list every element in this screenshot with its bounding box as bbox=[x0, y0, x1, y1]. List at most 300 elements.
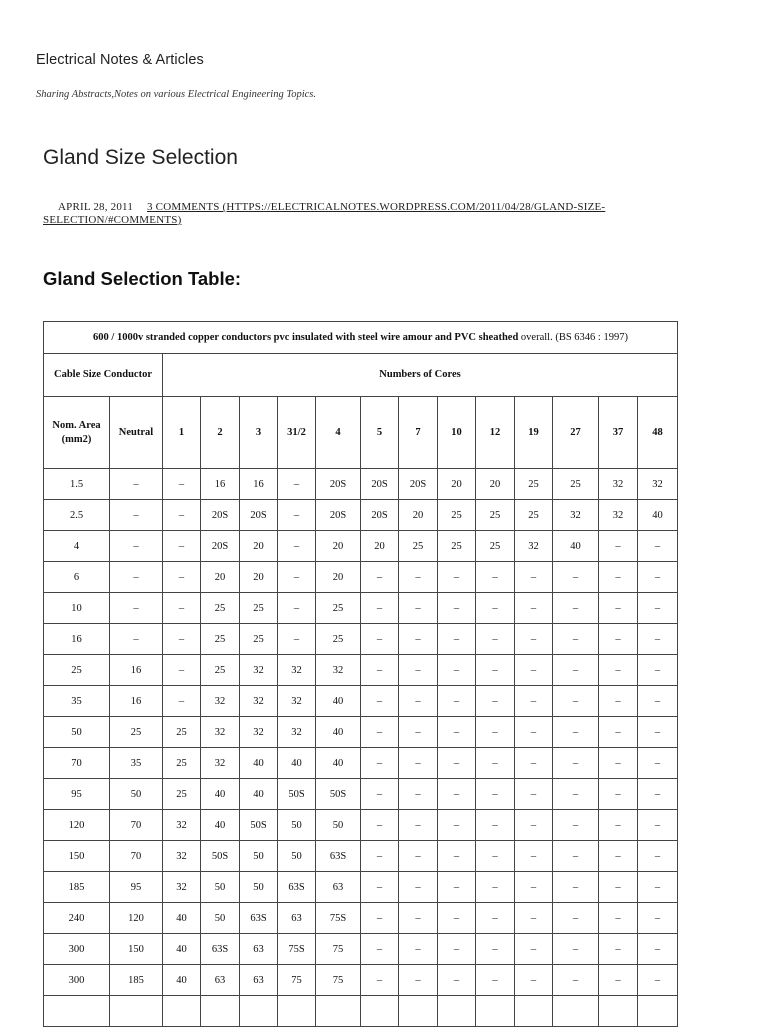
table-caption bbox=[44, 322, 678, 354]
table-cell: – bbox=[278, 562, 316, 593]
table-cell: – bbox=[361, 903, 399, 934]
column-header: 5 bbox=[361, 397, 399, 469]
table-row bbox=[44, 748, 678, 779]
table-cell: 25 bbox=[240, 593, 278, 624]
table-cell: – bbox=[399, 655, 438, 686]
table-cell: 32 bbox=[201, 717, 240, 748]
table-cell: 50 bbox=[110, 779, 163, 810]
table-header-row-1 bbox=[44, 354, 678, 397]
table-cell bbox=[361, 996, 399, 1027]
table-cell: – bbox=[599, 686, 638, 717]
table-cell: – bbox=[361, 779, 399, 810]
table-cell: – bbox=[163, 469, 201, 500]
table-cell: – bbox=[638, 531, 678, 562]
site-tagline: Sharing Abstracts,Notes on various Electrical Engineering Topics. bbox=[36, 89, 316, 100]
table-cell: 25 bbox=[476, 500, 515, 531]
table-cell: – bbox=[553, 562, 599, 593]
table-cell: – bbox=[438, 748, 476, 779]
gland-selection-table bbox=[43, 321, 678, 1027]
table-cell: – bbox=[438, 965, 476, 996]
table-row bbox=[44, 965, 678, 996]
table-cell: 50 bbox=[278, 810, 316, 841]
table-cell: 25 bbox=[201, 624, 240, 655]
table-row bbox=[44, 996, 678, 1027]
table-row bbox=[44, 717, 678, 748]
table-cell: – bbox=[438, 655, 476, 686]
table-cell: 20S bbox=[316, 500, 361, 531]
site-title[interactable]: Electrical Notes & Articles bbox=[36, 52, 204, 68]
table-cell: 70 bbox=[44, 748, 110, 779]
table-cell bbox=[438, 996, 476, 1027]
table-cell: 32 bbox=[240, 717, 278, 748]
table-cell: – bbox=[638, 686, 678, 717]
table-cell: – bbox=[163, 624, 201, 655]
table-cell: – bbox=[599, 841, 638, 872]
column-header: 10 bbox=[438, 397, 476, 469]
table-cell: 25 bbox=[163, 717, 201, 748]
table-cell: 50S bbox=[316, 779, 361, 810]
table-cell: 63S bbox=[201, 934, 240, 965]
table-cell: – bbox=[438, 686, 476, 717]
table-cell: 16 bbox=[201, 469, 240, 500]
table-cell: 25 bbox=[553, 469, 599, 500]
table-cell: – bbox=[361, 686, 399, 717]
table-cell: 20S bbox=[201, 531, 240, 562]
table-cell: – bbox=[476, 717, 515, 748]
table-caption-rest: overall. (BS 6346 : 1997) bbox=[518, 332, 628, 343]
table-cell: – bbox=[515, 934, 553, 965]
table-cell: 20 bbox=[438, 469, 476, 500]
table-cell: – bbox=[476, 841, 515, 872]
table-cell: 2.5 bbox=[44, 500, 110, 531]
table-cell: 20 bbox=[201, 562, 240, 593]
table-row bbox=[44, 655, 678, 686]
table-cell: – bbox=[515, 841, 553, 872]
table-cell: 4 bbox=[44, 531, 110, 562]
column-header: 48 bbox=[638, 397, 678, 469]
table-cell: – bbox=[399, 562, 438, 593]
table-cell: 75 bbox=[316, 965, 361, 996]
column-header: 37 bbox=[599, 397, 638, 469]
table-cell: – bbox=[361, 655, 399, 686]
table-caption-row bbox=[44, 322, 678, 354]
table-cell: – bbox=[553, 655, 599, 686]
table-row bbox=[44, 779, 678, 810]
table-cell: 32 bbox=[163, 841, 201, 872]
table-cell: 95 bbox=[44, 779, 110, 810]
table-cell: 70 bbox=[110, 841, 163, 872]
table-row bbox=[44, 841, 678, 872]
table-cell: – bbox=[278, 624, 316, 655]
table-cell: 20S bbox=[361, 500, 399, 531]
table-cell: – bbox=[638, 934, 678, 965]
table-cell: – bbox=[638, 748, 678, 779]
table-cell: – bbox=[163, 655, 201, 686]
table-cell: – bbox=[438, 810, 476, 841]
table-cell: 95 bbox=[110, 872, 163, 903]
page-title: Gland Size Selection bbox=[43, 146, 238, 169]
table-cell: – bbox=[399, 934, 438, 965]
table-cell: – bbox=[438, 872, 476, 903]
table-cell bbox=[110, 996, 163, 1027]
table-cell: – bbox=[599, 624, 638, 655]
table-cell: – bbox=[515, 686, 553, 717]
table-cell: – bbox=[110, 562, 163, 593]
table-cell: – bbox=[553, 841, 599, 872]
table-cell: – bbox=[278, 500, 316, 531]
table-cell: – bbox=[361, 562, 399, 593]
table-cell: 120 bbox=[110, 903, 163, 934]
table-cell bbox=[278, 996, 316, 1027]
table-cell: – bbox=[638, 655, 678, 686]
table-cell: 75S bbox=[316, 903, 361, 934]
table-cell: – bbox=[553, 903, 599, 934]
table-cell: – bbox=[638, 624, 678, 655]
table-cell: – bbox=[163, 531, 201, 562]
table-cell: 50 bbox=[240, 872, 278, 903]
table-cell: – bbox=[638, 593, 678, 624]
table-cell: 63 bbox=[240, 965, 278, 996]
table-cell: – bbox=[399, 717, 438, 748]
table-cell: – bbox=[399, 810, 438, 841]
table-cell: – bbox=[399, 965, 438, 996]
table-cell: – bbox=[110, 469, 163, 500]
table-cell: 150 bbox=[110, 934, 163, 965]
column-header: 31/2 bbox=[278, 397, 316, 469]
table-cell: 32 bbox=[278, 655, 316, 686]
table-cell: – bbox=[399, 593, 438, 624]
table-cell bbox=[638, 996, 678, 1027]
post-date[interactable]: APRIL 28, 2011 bbox=[58, 201, 134, 213]
table-cell: 40 bbox=[201, 810, 240, 841]
table-cell: – bbox=[438, 593, 476, 624]
table-cell: – bbox=[163, 593, 201, 624]
table-cell: – bbox=[599, 810, 638, 841]
table-cell bbox=[399, 996, 438, 1027]
column-header: 1 bbox=[163, 397, 201, 469]
column-header: 7 bbox=[399, 397, 438, 469]
table-cell: 20 bbox=[476, 469, 515, 500]
table-row bbox=[44, 810, 678, 841]
table-row bbox=[44, 593, 678, 624]
table-cell: 25 bbox=[110, 717, 163, 748]
table-row bbox=[44, 500, 678, 531]
table-row bbox=[44, 624, 678, 655]
table-cell: 40 bbox=[638, 500, 678, 531]
table-row bbox=[44, 872, 678, 903]
table-cell: 50 bbox=[44, 717, 110, 748]
table-cell: 35 bbox=[44, 686, 110, 717]
table-cell bbox=[44, 996, 110, 1027]
table-cell: – bbox=[361, 717, 399, 748]
table-cell: – bbox=[553, 748, 599, 779]
table-cell: – bbox=[638, 903, 678, 934]
table-cell: 25 bbox=[476, 531, 515, 562]
column-header: 3 bbox=[240, 397, 278, 469]
table-cell: – bbox=[638, 562, 678, 593]
table-cell bbox=[163, 996, 201, 1027]
table-cell: – bbox=[399, 903, 438, 934]
table-cell: – bbox=[438, 934, 476, 965]
table-cell: – bbox=[361, 593, 399, 624]
table-cell: 50 bbox=[201, 872, 240, 903]
table-cell: – bbox=[278, 593, 316, 624]
column-header: Nom. Area (mm2) bbox=[44, 397, 110, 469]
column-header: 19 bbox=[515, 397, 553, 469]
table-cell: – bbox=[515, 717, 553, 748]
table-cell: 40 bbox=[316, 717, 361, 748]
table-cell: 63S bbox=[316, 841, 361, 872]
table-cell bbox=[515, 996, 553, 1027]
table-cell: 25 bbox=[44, 655, 110, 686]
table-cell: – bbox=[476, 779, 515, 810]
table-cell: – bbox=[163, 500, 201, 531]
table-cell: – bbox=[553, 810, 599, 841]
table-cell: – bbox=[553, 717, 599, 748]
table-cell: 70 bbox=[110, 810, 163, 841]
table-cell: – bbox=[515, 655, 553, 686]
table-cell: – bbox=[553, 624, 599, 655]
table-cell: 25 bbox=[201, 593, 240, 624]
table-cell: – bbox=[553, 965, 599, 996]
column-header: 27 bbox=[553, 397, 599, 469]
table-cell: – bbox=[599, 717, 638, 748]
table-cell: 16 bbox=[240, 469, 278, 500]
table-cell: – bbox=[438, 779, 476, 810]
table-cell: – bbox=[638, 841, 678, 872]
table-cell: 20S bbox=[361, 469, 399, 500]
header-number-of-cores: Numbers of Cores bbox=[163, 354, 678, 397]
table-cell: 63 bbox=[316, 872, 361, 903]
table-cell: – bbox=[476, 965, 515, 996]
table-cell: 63S bbox=[240, 903, 278, 934]
table-cell bbox=[316, 996, 361, 1027]
table-cell: 20S bbox=[316, 469, 361, 500]
table-cell: – bbox=[361, 810, 399, 841]
table-cell: – bbox=[438, 624, 476, 655]
table-cell: – bbox=[399, 779, 438, 810]
table-cell: 25 bbox=[316, 593, 361, 624]
table-cell: – bbox=[515, 593, 553, 624]
table-cell: 63 bbox=[278, 903, 316, 934]
table-cell: 35 bbox=[110, 748, 163, 779]
table-cell: – bbox=[476, 748, 515, 779]
table-cell: 25 bbox=[515, 469, 553, 500]
table-cell: 50 bbox=[278, 841, 316, 872]
table-cell: 185 bbox=[110, 965, 163, 996]
table-cell: – bbox=[361, 934, 399, 965]
table-cell: – bbox=[599, 872, 638, 903]
table-cell: 40 bbox=[553, 531, 599, 562]
table-cell: 25 bbox=[163, 779, 201, 810]
table-cell: – bbox=[361, 841, 399, 872]
table-cell: – bbox=[361, 965, 399, 996]
table-cell: – bbox=[476, 624, 515, 655]
table-cell: – bbox=[638, 717, 678, 748]
table-cell: – bbox=[515, 965, 553, 996]
table-cell: – bbox=[278, 531, 316, 562]
table-cell: 25 bbox=[201, 655, 240, 686]
table-cell: 75 bbox=[278, 965, 316, 996]
table-cell: – bbox=[638, 965, 678, 996]
table-cell: – bbox=[515, 748, 553, 779]
table-cell: 20 bbox=[361, 531, 399, 562]
table-cell: 32 bbox=[201, 686, 240, 717]
table-row bbox=[44, 934, 678, 965]
table-cell: – bbox=[361, 624, 399, 655]
table-cell: 32 bbox=[163, 872, 201, 903]
table-cell: – bbox=[361, 872, 399, 903]
table-cell: 40 bbox=[163, 903, 201, 934]
table-cell: – bbox=[399, 686, 438, 717]
table-cell: 40 bbox=[201, 779, 240, 810]
table-cell: 32 bbox=[163, 810, 201, 841]
table-cell: – bbox=[553, 593, 599, 624]
header-cable-size: Cable Size Conductor bbox=[44, 354, 163, 397]
table-cell: – bbox=[599, 748, 638, 779]
table-cell bbox=[599, 996, 638, 1027]
table-cell: – bbox=[599, 965, 638, 996]
table-cell: 32 bbox=[240, 655, 278, 686]
table-cell: – bbox=[599, 562, 638, 593]
table-cell: – bbox=[599, 903, 638, 934]
table-cell: – bbox=[438, 562, 476, 593]
table-caption-bold: 600 / 1000v stranded copper conductors pvc insulated with steel wire amour and PVC sheathed bbox=[93, 332, 519, 343]
column-header: 2 bbox=[201, 397, 240, 469]
table-cell: 50S bbox=[278, 779, 316, 810]
table-cell bbox=[240, 996, 278, 1027]
table-cell: 25 bbox=[399, 531, 438, 562]
table-cell: 40 bbox=[163, 965, 201, 996]
table-cell: – bbox=[476, 903, 515, 934]
table-cell: 6 bbox=[44, 562, 110, 593]
table-cell: 50S bbox=[201, 841, 240, 872]
column-header: 12 bbox=[476, 397, 515, 469]
table-cell: 50 bbox=[201, 903, 240, 934]
table-cell: 150 bbox=[44, 841, 110, 872]
table-cell: 20S bbox=[240, 500, 278, 531]
table-cell: 20 bbox=[240, 531, 278, 562]
table-row bbox=[44, 903, 678, 934]
table-row bbox=[44, 562, 678, 593]
table-cell: 1.5 bbox=[44, 469, 110, 500]
post-meta bbox=[43, 201, 663, 227]
table-header-row-2 bbox=[44, 397, 678, 469]
table-cell: – bbox=[476, 686, 515, 717]
table-cell bbox=[201, 996, 240, 1027]
table-cell: – bbox=[515, 779, 553, 810]
table-cell: – bbox=[599, 531, 638, 562]
table-cell: – bbox=[476, 872, 515, 903]
table-cell: 50 bbox=[316, 810, 361, 841]
table-cell: – bbox=[110, 593, 163, 624]
table-cell: 25 bbox=[438, 500, 476, 531]
table-cell: 20 bbox=[240, 562, 278, 593]
table-cell: 40 bbox=[163, 934, 201, 965]
table-row bbox=[44, 686, 678, 717]
table-cell: 10 bbox=[44, 593, 110, 624]
table-cell: 32 bbox=[316, 655, 361, 686]
table-cell: 75 bbox=[316, 934, 361, 965]
table-cell: – bbox=[553, 872, 599, 903]
table-cell: 20 bbox=[316, 562, 361, 593]
table-cell: – bbox=[553, 779, 599, 810]
table-cell: – bbox=[361, 748, 399, 779]
table-cell: 40 bbox=[278, 748, 316, 779]
section-heading: Gland Selection Table: bbox=[43, 268, 242, 289]
table-cell: – bbox=[163, 562, 201, 593]
table-cell: 32 bbox=[201, 748, 240, 779]
table-cell: 40 bbox=[316, 748, 361, 779]
table-cell: 20 bbox=[316, 531, 361, 562]
table-cell: 120 bbox=[44, 810, 110, 841]
table-cell: 25 bbox=[438, 531, 476, 562]
table-cell: – bbox=[110, 624, 163, 655]
table-cell: 40 bbox=[240, 748, 278, 779]
table-cell: 240 bbox=[44, 903, 110, 934]
table-cell: 16 bbox=[110, 655, 163, 686]
table-cell: 50 bbox=[240, 841, 278, 872]
table-row bbox=[44, 469, 678, 500]
table-cell: 32 bbox=[240, 686, 278, 717]
table-cell: 20 bbox=[399, 500, 438, 531]
table-cell: – bbox=[476, 593, 515, 624]
table-cell: 32 bbox=[278, 717, 316, 748]
table-cell: – bbox=[110, 531, 163, 562]
table-cell: 185 bbox=[44, 872, 110, 903]
table-cell: 63 bbox=[201, 965, 240, 996]
table-cell: – bbox=[515, 624, 553, 655]
table-cell: – bbox=[515, 562, 553, 593]
table-cell: 32 bbox=[553, 500, 599, 531]
table-cell: – bbox=[638, 872, 678, 903]
table-cell: – bbox=[110, 500, 163, 531]
table-cell: 40 bbox=[240, 779, 278, 810]
table-cell: 32 bbox=[599, 469, 638, 500]
table-cell: – bbox=[515, 903, 553, 934]
table-cell: 25 bbox=[515, 500, 553, 531]
table-cell: – bbox=[476, 562, 515, 593]
column-header: Neutral bbox=[110, 397, 163, 469]
table-cell: 32 bbox=[599, 500, 638, 531]
table-cell: 25 bbox=[240, 624, 278, 655]
table-cell: 50S bbox=[240, 810, 278, 841]
column-header: 4 bbox=[316, 397, 361, 469]
table-cell: 20S bbox=[201, 500, 240, 531]
table-cell: – bbox=[278, 469, 316, 500]
table-row bbox=[44, 531, 678, 562]
table-cell: 25 bbox=[163, 748, 201, 779]
table-cell: 32 bbox=[278, 686, 316, 717]
table-cell: – bbox=[599, 779, 638, 810]
table-cell: 20S bbox=[399, 469, 438, 500]
table-cell: – bbox=[553, 686, 599, 717]
comments-link[interactable]: 3 COMMENTS (HTTPS://ELECTRICALNOTES.WORDPRESS.COM/2011/04/28/GLAND-SIZE-SELECTION/#COMMENTS) bbox=[43, 201, 606, 226]
table-cell: – bbox=[599, 934, 638, 965]
table-cell: 32 bbox=[515, 531, 553, 562]
table-cell: 75S bbox=[278, 934, 316, 965]
table-cell: 300 bbox=[44, 934, 110, 965]
table-cell bbox=[553, 996, 599, 1027]
table-cell: – bbox=[476, 810, 515, 841]
table-cell: 32 bbox=[638, 469, 678, 500]
table-cell: 16 bbox=[44, 624, 110, 655]
table-cell: – bbox=[553, 934, 599, 965]
table-cell: – bbox=[515, 810, 553, 841]
table-cell: – bbox=[438, 903, 476, 934]
table-cell: – bbox=[438, 841, 476, 872]
table-cell: – bbox=[399, 748, 438, 779]
